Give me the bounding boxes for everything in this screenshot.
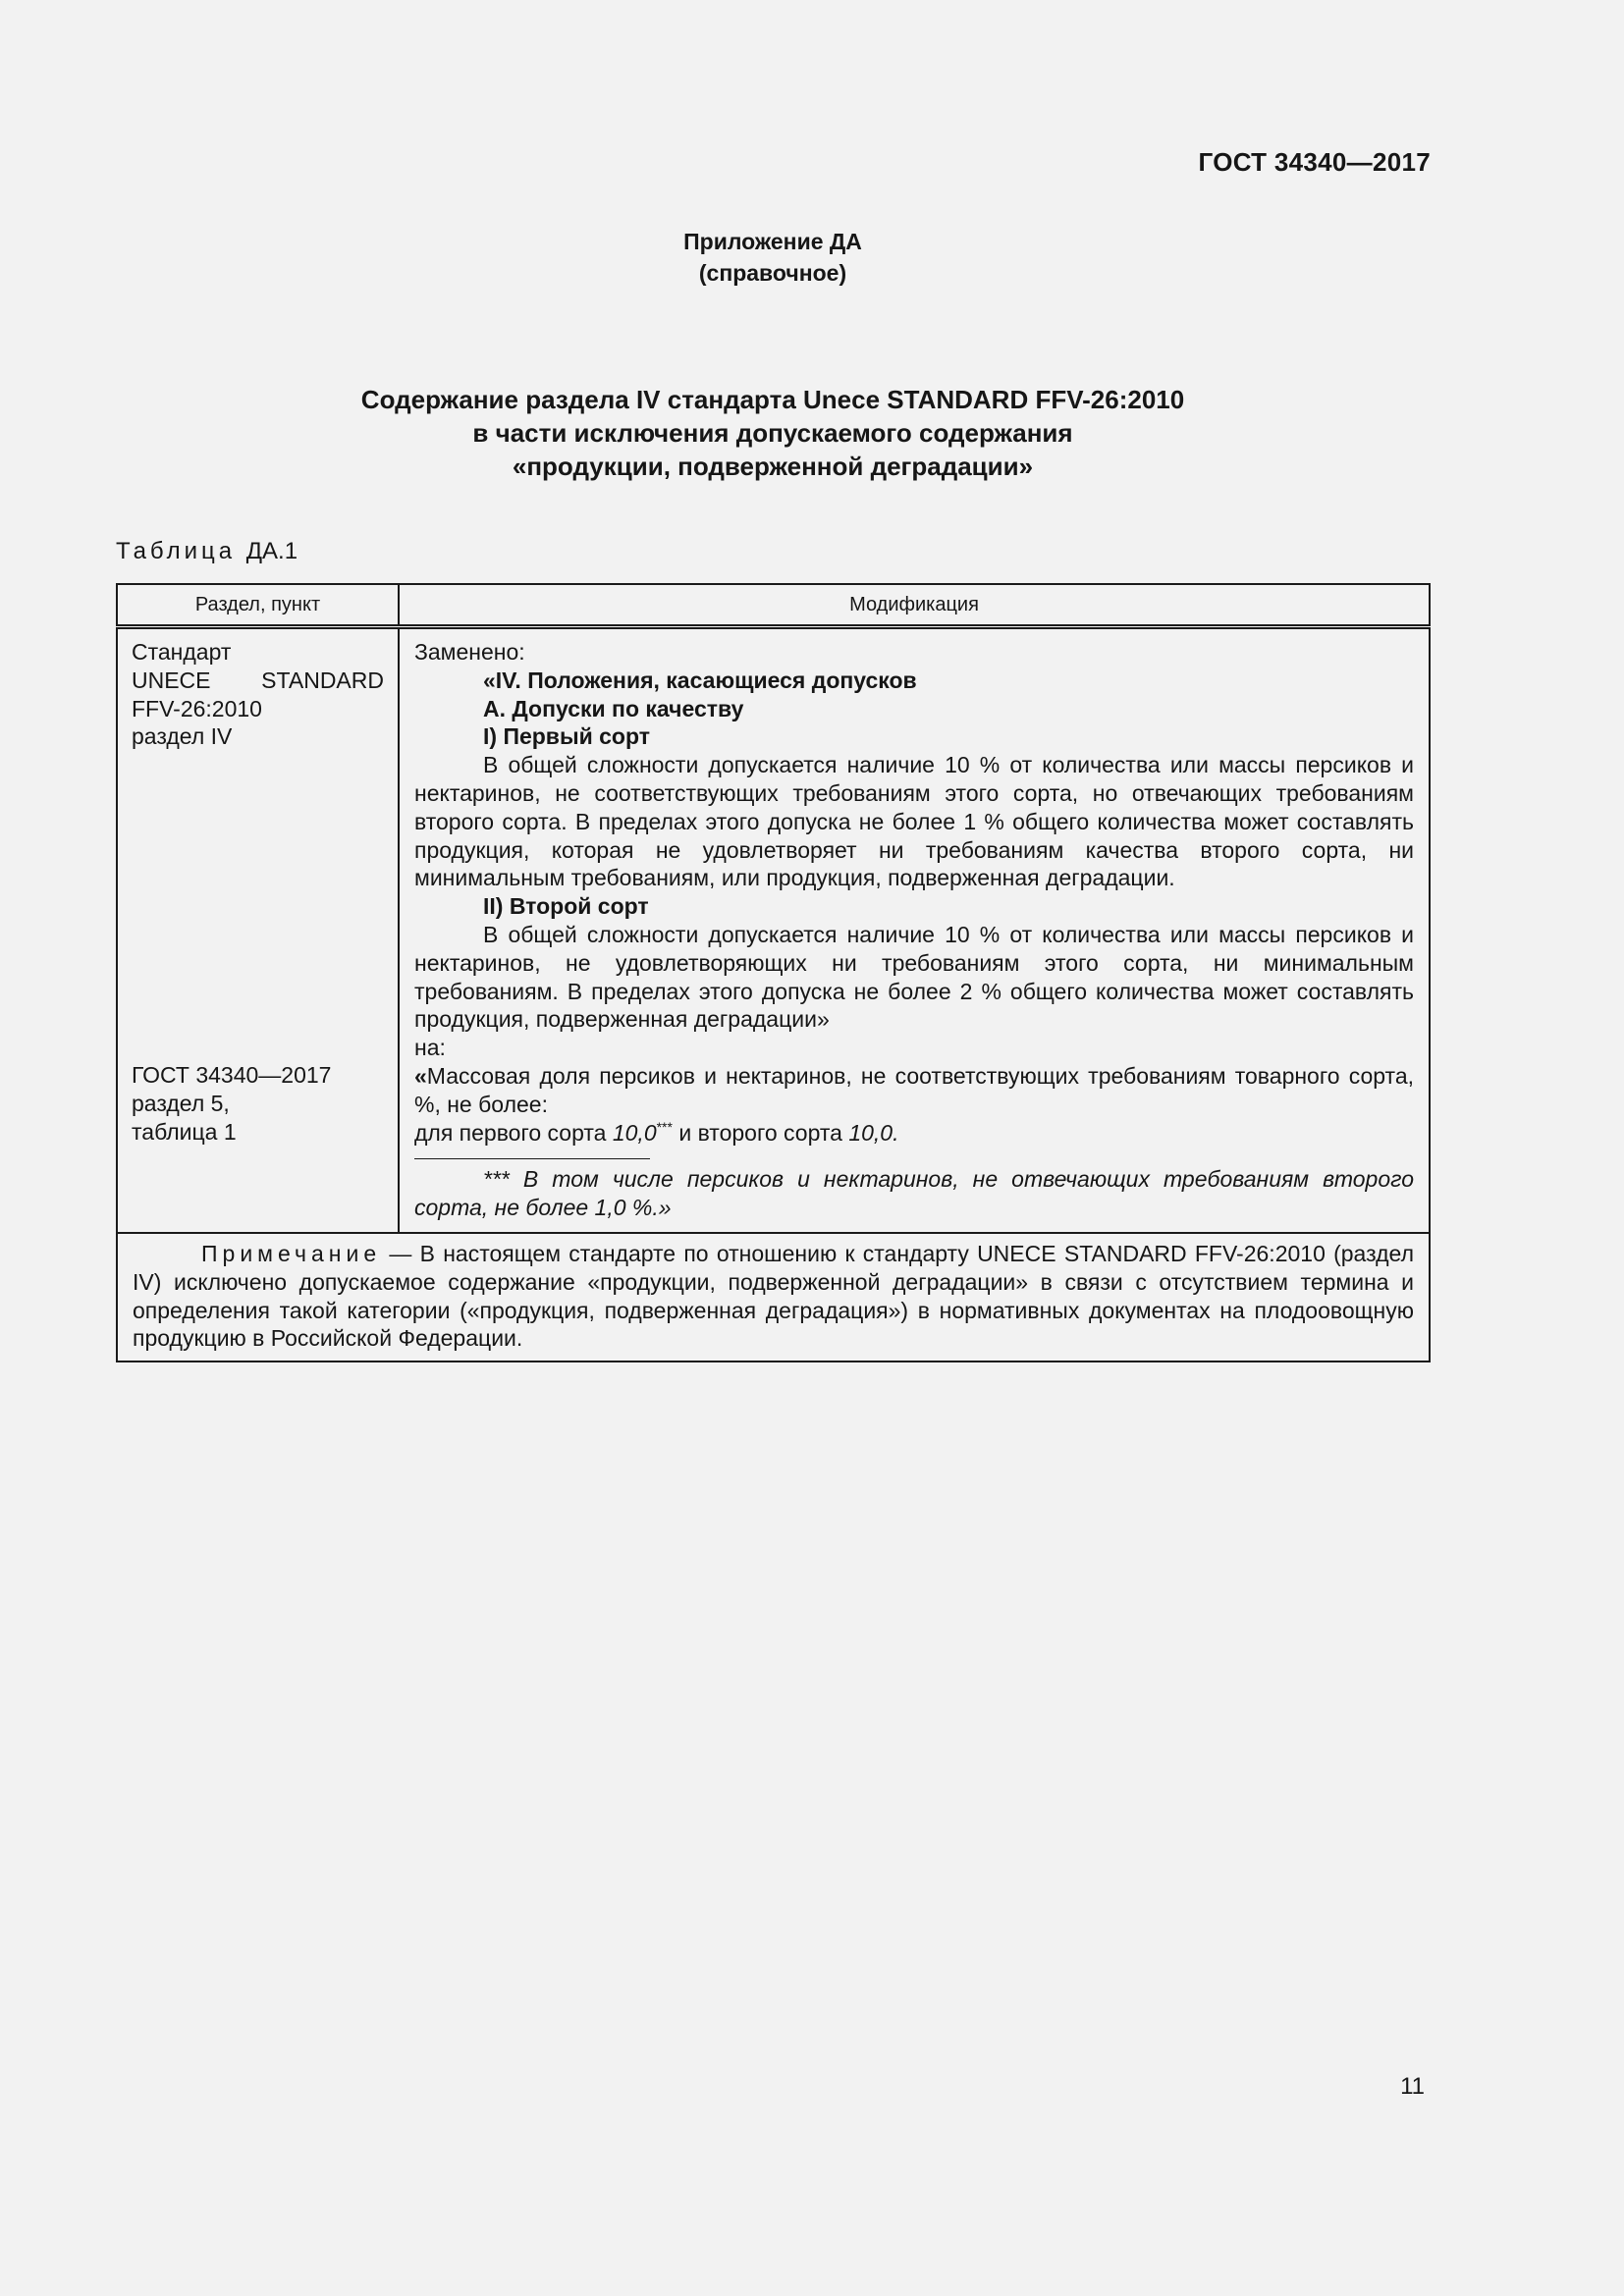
grades-prefix: для первого сорта <box>414 1119 613 1146</box>
section-title <box>0 383 1545 483</box>
ref-standard-line4: раздел IV <box>132 723 233 750</box>
modification-cell <box>399 627 1430 1233</box>
page-number: 11 <box>1400 2073 1425 2100</box>
appendix-title: Приложение ДА <box>683 229 862 254</box>
section-title-line1: Содержание раздела IV стандарта Unece STANDARD FFV-26:2010 <box>360 385 1185 414</box>
table-caption-number: ДА.1 <box>245 538 298 564</box>
heading-second-grade: II) Второй сорт <box>483 893 649 920</box>
second-grade-text: В общей сложности допускается наличие 10 % от количества или массы персиков и нектаринов, не удовлетворяющих ни требованиям этого сорта, ни минимальным требованиям. В пределах этого допуска не более 2 % общего количества может составлять продукция, подверженная деградации» <box>414 921 1414 1033</box>
header-section-point: Раздел, пункт <box>117 584 399 627</box>
header-modification: Модификация <box>399 584 1430 627</box>
footnote-divider <box>414 1158 650 1159</box>
new-requirement-text: Массовая доля персиков и нектаринов, не соответствующих требованиям товарного сорта, %, не более: <box>414 1062 1414 1117</box>
table-header-row <box>117 584 1430 627</box>
footnote-marker: *** <box>656 1118 673 1135</box>
new-requirement <box>414 1062 1414 1119</box>
modification-table <box>116 583 1431 1362</box>
spacer <box>132 751 384 1061</box>
on-label: на: <box>414 1035 446 1061</box>
note-label: Примечание <box>201 1240 382 1266</box>
footnote-text: *** В том числе персиков и нектаринов, не отвечающих требованиям второго сорта, не более 1,0 %.» <box>414 1166 1414 1221</box>
first-grade-text: В общей сложности допускается наличие 10 % от количества или массы персиков и нектаринов, не соответствующих требованиям этого сорта, но отвечающих требованиям второго сорта. В пределах этого допуска не более 1 % общего количества может составлять продукция, которая не удовлетворяет ни требованиям качества второго сорта, ни минимальным требованиям, или продукция, подверженная деградации. <box>414 752 1414 891</box>
ref-standard-line2: UNECE STANDARD <box>132 667 384 693</box>
grades-line <box>414 1119 1414 1148</box>
grade2-value: 10,0. <box>848 1119 899 1146</box>
ref-standard-line1: Стандарт <box>132 639 232 665</box>
heading-first-grade: I) Первый сорт <box>483 723 650 750</box>
ref-gost-line3: таблица 1 <box>132 1118 237 1145</box>
note-text: В настоящем стандарте по отношению к стандарту UNECE STANDARD FFV-26:2010 (раздел IV) исключено допускаемое содержание «продукции, подверженной деградации» в связи с отсутствием термина и определения такой категории («продукция, подверженная деградация») в нормативных документах на плодоовощную продукцию в Российской Федерации. <box>133 1240 1414 1352</box>
grades-middle: и второго сорта <box>672 1119 849 1146</box>
table-caption-label: Таблица <box>116 538 237 564</box>
section-reference-cell <box>117 627 399 1233</box>
replaced-label: Заменено: <box>414 639 525 665</box>
ref-gost-line2: раздел 5, <box>132 1090 230 1116</box>
heading-a: А. Допуски по качеству <box>483 695 744 721</box>
appendix-subtitle: (справочное) <box>698 260 847 286</box>
note-dash: — <box>381 1240 420 1266</box>
ref-gost-line1: ГОСТ 34340—2017 <box>132 1062 332 1089</box>
appendix-heading <box>0 226 1545 289</box>
section-title-line3: «продукции, подверженной деградации» <box>512 452 1034 481</box>
new-requirement-quote: « <box>414 1062 427 1089</box>
note-paragraph <box>133 1240 1414 1353</box>
note-row <box>117 1233 1430 1362</box>
note-cell <box>117 1233 1430 1362</box>
ref-standard-line3: FFV-26:2010 <box>132 695 262 721</box>
grade1-value: 10,0 <box>612 1119 657 1146</box>
document-code: ГОСТ 34340—2017 <box>1198 147 1431 177</box>
table-row <box>117 627 1430 1233</box>
heading-iv: «IV. Положения, касающиеся допусков <box>483 667 917 693</box>
table-caption <box>116 538 298 565</box>
section-title-line2: в части исключения допускаемого содержания <box>472 418 1073 448</box>
